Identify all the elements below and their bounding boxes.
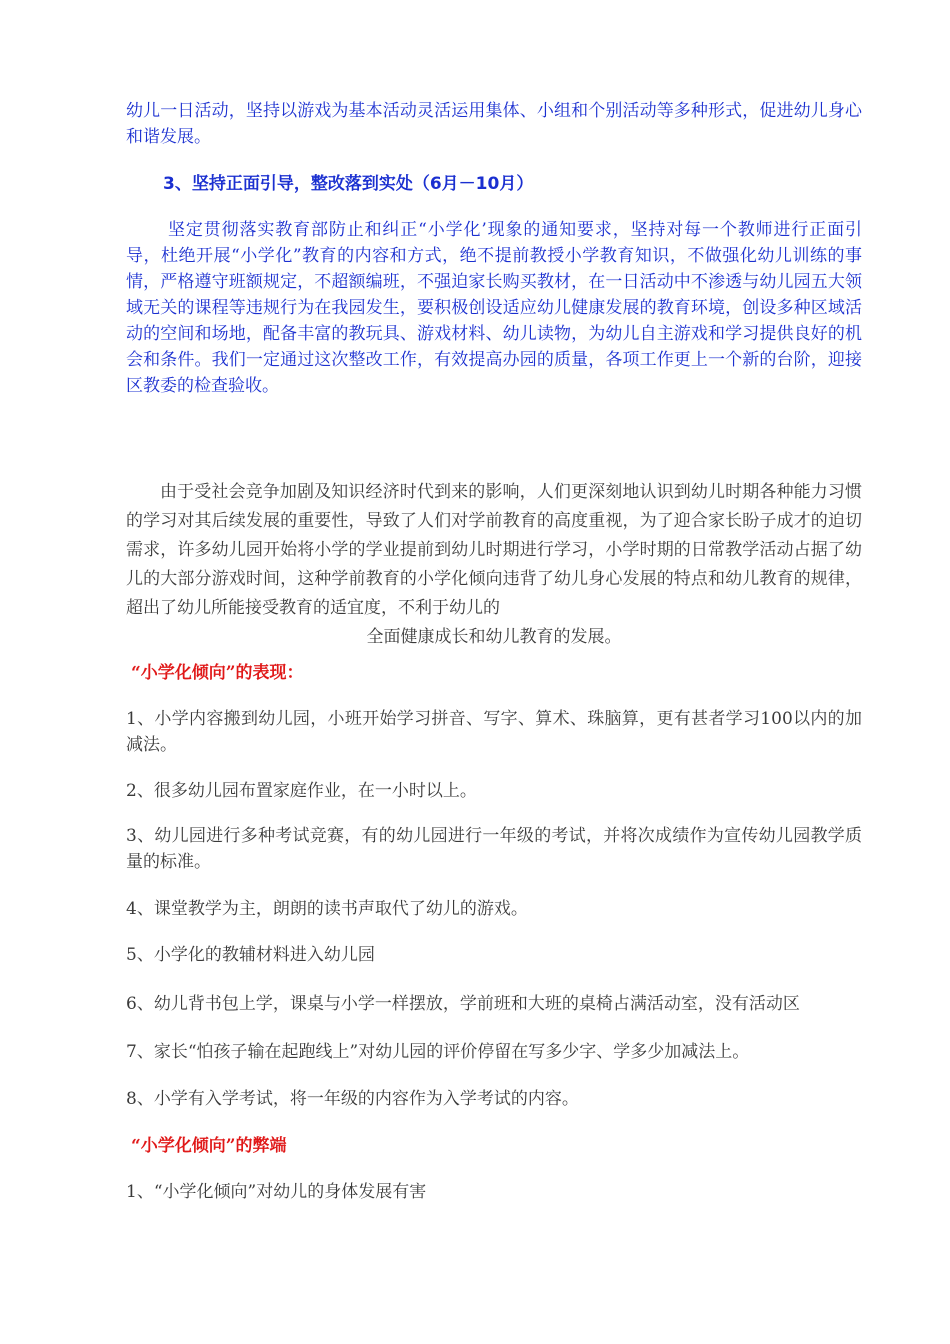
background-last-line: 全面健康成长和幼儿教育的发展。 xyxy=(366,627,622,647)
background-paragraph xyxy=(126,478,862,652)
intro-paragraph: 幼儿一日活动，坚持以游戏为基本活动灵活运用集体、小组和个别活动等多种形式，促进幼儿身心和谐发展。 xyxy=(126,101,862,147)
manifestation-item-3: 3、幼儿园进行多种考试竞赛，有的幼儿园进行一年级的考试，并将次成绩作为宣传幼儿园教学质量的标准。 xyxy=(126,826,862,872)
harm-heading: “小学化倾向”的弊端 xyxy=(131,1136,287,1156)
section-3-body: 坚定贯彻落实教育部防止和纠正“小学化’现象的通知要求，坚持对每一个教师进行正面引导，杜绝开展“小学化”教育的内容和方式，绝不提前教授小学教育知识，不做强化幼儿训练的事情，严格遵守班额规定，不超额编班，不强迫家长购买教材，在一日活动中不渗透与幼儿园五大领域无关的课程等违规行为在我园发生，要积极创设适应幼儿健康发展的教育环境，创设多种区域活动的空间和场地，配备丰富的教玩具、游戏材料、幼儿读物，为幼儿自主游戏和学习提供良好的机会和条件。我们一定通过这次整改工作，有效提高办园的质量，各项工作更上一个新的台阶，迎接区教委的检查验收。 xyxy=(126,220,862,396)
manifestation-heading: “小学化倾向”的表现： xyxy=(131,663,304,683)
manifestation-item-1: 1、小学内容搬到幼儿园，小班开始学习拼音、写字、算术、珠脑算，更有甚者学习100以内的加减法。 xyxy=(126,709,862,755)
section-3-heading: 3、坚持正面引导，整改落到实处（6月－10月） xyxy=(163,174,534,194)
background-main-text: 由于受社会竞争加剧及知识经济时代到来的影响，人们更深刻地认识到幼儿时期各种能力习惯的学习对其后续发展的重要性，导致了人们对学前教育的高度重视，为了迎合家长盼子成才的迫切需求，许多幼儿园开始将小学的学业提前到幼儿时期进行学习，小学时期的日常教学活动占据了幼儿的大部分游戏时间，这种学前教育的小学化倾向违背了幼儿身心发展的特点和幼儿教育的规律，超出了幼儿所能接受教育的适宜度，不利于幼儿的 xyxy=(126,482,862,618)
manifestation-item-7: 7、家长“怕孩子输在起跑线上”对幼儿园的评价停留在写多少字、学多少加减法上。 xyxy=(126,1042,750,1062)
manifestation-item-8: 8、小学有入学考试，将一年级的内容作为入学考试的内容。 xyxy=(126,1089,579,1109)
manifestation-item-2: 2、很多幼儿园布置家庭作业，在一小时以上。 xyxy=(126,781,477,801)
manifestation-item-6: 6、幼儿背书包上学，课桌与小学一样摆放，学前班和大班的桌椅占满活动室，没有活动区 xyxy=(126,994,800,1014)
manifestation-item-5: 5、小学化的教辅材料进入幼儿园 xyxy=(126,945,375,965)
manifestation-item-4: 4、课堂教学为主，朗朗的读书声取代了幼儿的游戏。 xyxy=(126,899,528,919)
harm-item-1: 1、“小学化倾向”对幼儿的身体发展有害 xyxy=(126,1182,427,1202)
